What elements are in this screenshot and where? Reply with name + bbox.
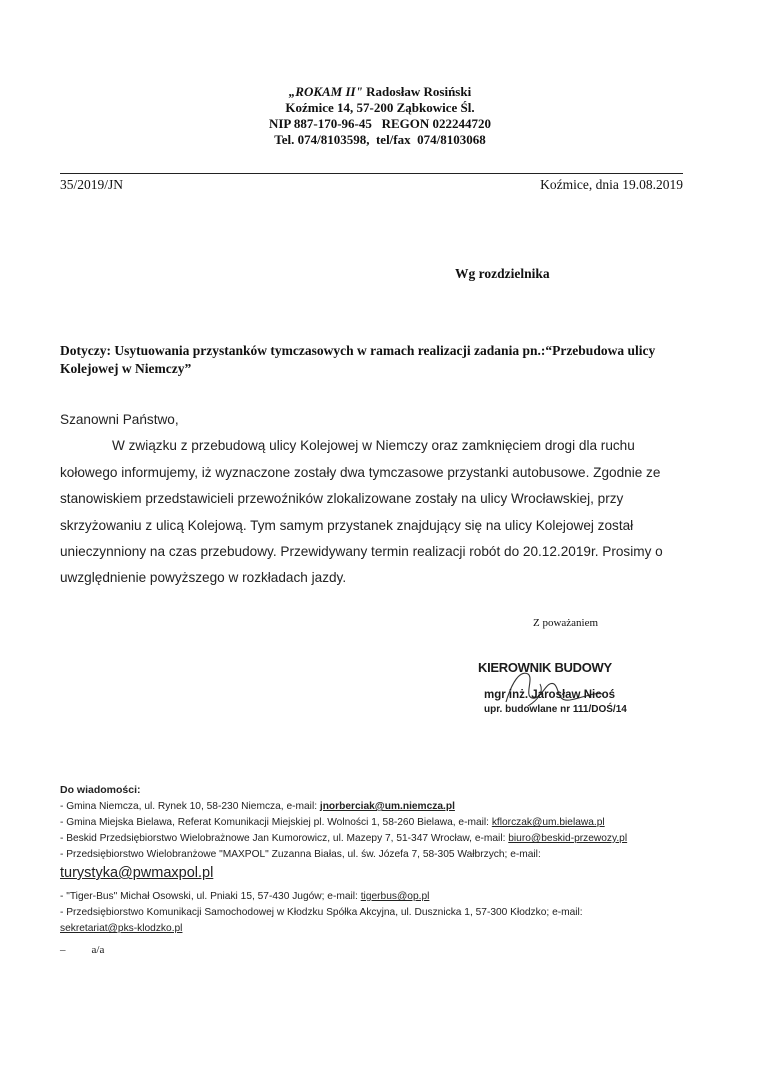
header-divider (60, 173, 683, 174)
salutation: Szanowni Państwo, (60, 412, 179, 427)
email-link[interactable]: jnorberciak@um.niemcza.pl (319, 801, 455, 812)
list-item-text: - Gmina Miejska Bielawa, Referat Komunikacji Miejskiej pl. Wolności 1, 58-260 Bielawa, e-mail: (60, 817, 492, 828)
recipient: Wg rozdzielnika (455, 266, 550, 281)
email-link[interactable]: tigerbus@op.pl (360, 891, 430, 902)
subject-line: Dotyczy: Usytuowania przystanków tymczasowych w ramach realizacji zadania pn.:“Przebudowa ulicy Kolejowej w Niemczy” (60, 343, 656, 376)
list-item (60, 799, 710, 815)
body-paragraph: W związku z przebudową ulicy Kolejowej w Niemczy oraz zamknięciem drogi dla ruchu kołowego informujemy, iż wyznaczone zostały dwa tymczasowe przystanki autobusowe. Zgodnie ze stanowiskiem przedstawicieli przewoźników zlokalizowane zostały na ulicy Wrocławskiej, przy skrzyżowaniu z ulicą Kolejową. Tym samym przystanek znajdujący się na ulicy Kolejowej został unieczynniony na czas przebudowy. Przewidywany termin realizacji robót do 20.12.2019r. Prosimy o uwzględnienie powyższego w rozkładach jazdy. (60, 438, 663, 586)
place-and-date: Koźmice, dnia 19.08.2019 (540, 177, 683, 192)
list-item (60, 831, 710, 847)
stamp-title: KIEROWNIK BUDOWY (478, 660, 612, 675)
company-name: „ROKAM II" (288, 84, 363, 99)
list-item (60, 921, 710, 937)
list-item (60, 889, 710, 905)
list-item-text: - Gmina Niemcza, ul. Rynek 10, 58-230 Niemcza, e-mail: (60, 801, 320, 812)
list-item (60, 815, 710, 831)
distribution-heading: Do wiadomości: (60, 784, 141, 796)
list-item-text: - Beskid Przedsiębiorstwo Wielobrażnowe Jan Kumorowicz, ul. Mazepy 7, 51-347 Wrocław, e-mail: (60, 833, 509, 844)
email-link[interactable]: biuro@beskid-przewozy.pl (508, 833, 628, 844)
list-item-text: - "Tiger-Bus" Michał Osowski, ul. Pniaki 15, 57-430 Jugów; e-mail: (60, 891, 361, 902)
company-ids: NIP 887-170-96-45 REGON 022244720 (268, 116, 492, 131)
list-item-text: - Przedsiębiorstwo Wielobranżowe "MAXPOL" Zuzanna Białas, ul. św. Józefa 7, 58-305 Wałbrzych; e-mail: (60, 849, 541, 860)
closing-phrase: Z poważaniem (533, 617, 599, 629)
site-manager-stamp (478, 660, 658, 715)
list-item-text: - Przedsiębiorstwo Komunikacji Samochodowej w Kłodzku Spółka Akcyjna, ul. Dusznicka 1, 57-300 Kłodzko; e-mail: (60, 907, 583, 918)
footer-dash: – (60, 944, 66, 956)
email-link[interactable]: kflorczak@um.bielawa.pl (491, 817, 605, 828)
email-link[interactable]: sekretariat@pks-klodzko.pl (60, 923, 183, 934)
stamp-name: mgr inż. Jarosław Nicoś (484, 689, 616, 701)
list-item (60, 847, 710, 863)
letterhead-company-line (190, 84, 570, 100)
stamp-permission: upr. budowlane nr 111/DOŚ/14 (484, 704, 627, 715)
distribution-list (60, 784, 710, 937)
footer-aa: a/a (91, 944, 105, 956)
list-item (60, 863, 710, 883)
reference-number: 35/2019/JN (60, 177, 124, 192)
footer-note (60, 944, 104, 956)
email-link[interactable]: turystyka@pwmaxpol.pl (60, 865, 214, 881)
company-phones: Tel. 074/8103598, tel/fax 074/8103068 (274, 132, 486, 147)
letter-body (60, 407, 692, 592)
list-item (60, 905, 710, 921)
company-address: Koźmice 14, 57-200 Ząbkowice Śl. (285, 100, 475, 115)
owner-name: Radosław Rosiński (362, 84, 472, 99)
letterhead (190, 84, 570, 148)
